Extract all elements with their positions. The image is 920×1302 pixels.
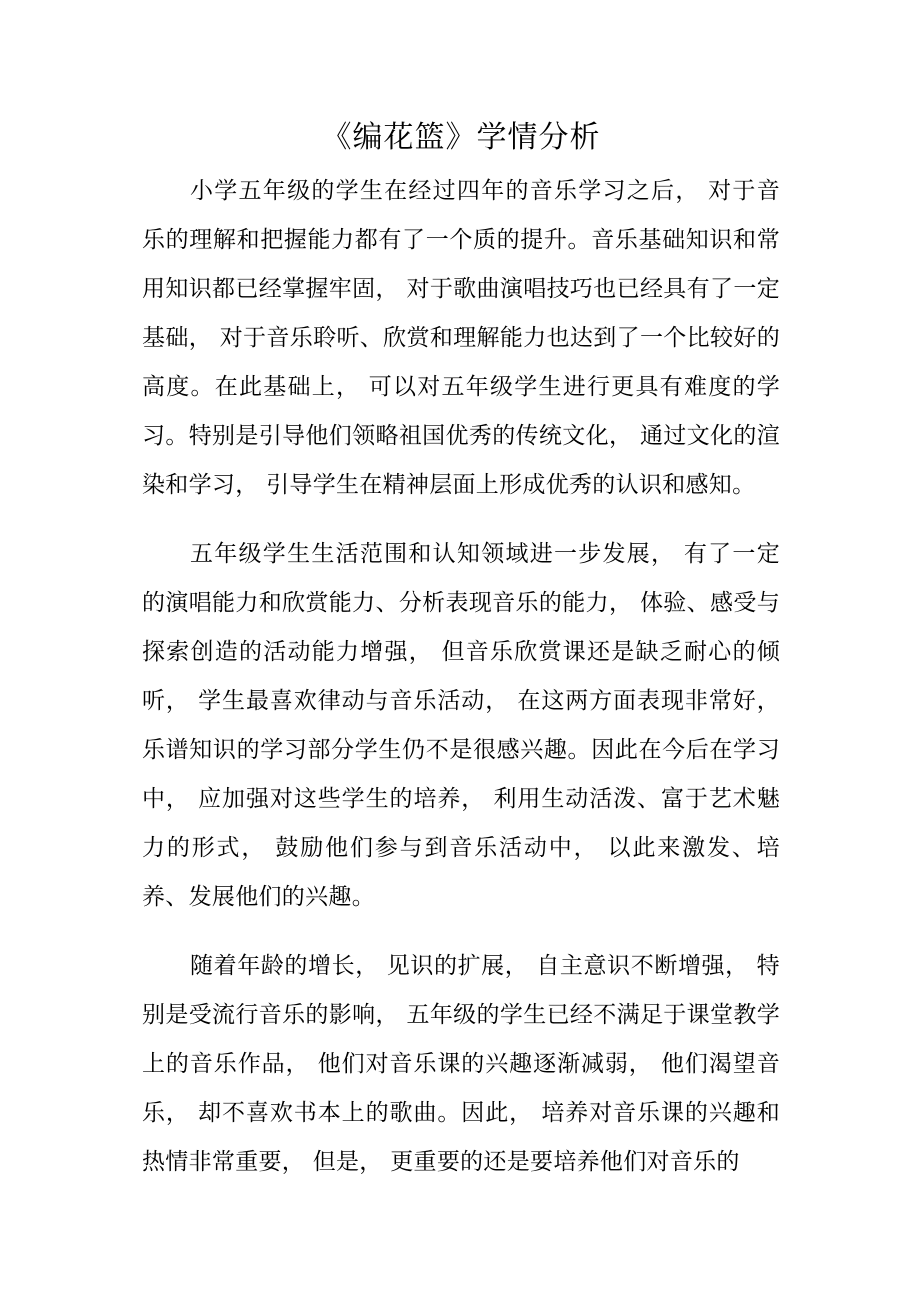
paragraph-2: 五年级学生生活范围和认知领域进一步发展， 有了一定的演唱能力和欣赏能力、分析表现音乐的能力， 体验、感受与探索创造的活动能力增强， 但音乐欣赏课还是缺乏耐心的倾听， 学生最喜欢律动与音乐活动， 在这两方面表现非常好，乐谱知识的学习部分学生仍不是很感兴趣。因此在今后在学习中， 应加强对这些学生的培养， 利用生动活泼、富于艺术魅力的形式， 鼓励他们参与到音乐活动中， 以此来激发、培养、发展他们的兴趣。 — [142, 541, 780, 910]
paragraph-1: 小学五年级的学生在经过四年的音乐学习之后， 对于音乐的理解和把握能力都有了一个质的提升。音乐基础知识和常用知识都已经掌握牢固， 对于歌曲演唱技巧也已经具有了一定基础， 对于音乐聆听、欣赏和理解能力也达到了一个比较好的高度。在此基础上， 可以对五年级学生进行更具有难度的学习。特别是引导他们领略祖国优秀的传统文化， 通过文化的渲染和学习， 引导学生在精神层面上形成优秀的认识和感知。 — [142, 178, 780, 498]
document-title: 《编花篮》学情分析 — [321, 120, 601, 155]
paragraph-3: 随着年龄的增长， 见识的扩展， 自主意识不断增强， 特别是受流行音乐的影响， 五年级的学生已经不满足于课堂教学上的音乐作品， 他们对音乐课的兴趣逐渐减弱， 他们渴望音乐， 却不喜欢书本上的歌曲。因此， 培养对音乐课的兴趣和热情非常重要， 但是， 更重要的还是要培养他们对音乐的 — [142, 953, 780, 1175]
document-page — [142, 112, 780, 1187]
